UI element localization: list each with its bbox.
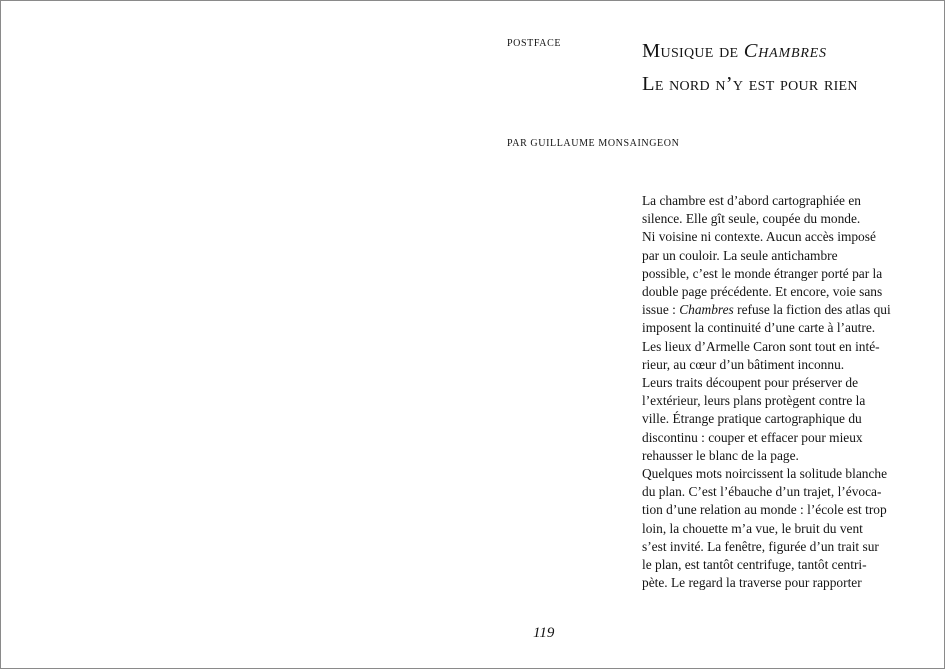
body-line: Les lieux d’Armelle Caron sont tout en inté- [642,338,880,354]
body-line: du plan. C’est l’ébauche d’un trajet, l’évoca- [642,484,882,500]
body-line: imposent la continuité d’une carte à l’autre. [642,320,876,336]
body-line: le plan, est tantôt centrifuge, tantôt centri- [642,557,867,573]
body-line: s’est invité. La fenêtre, figurée d’un trait sur [642,538,879,554]
body-line: par un couloir. La seule antichambre [642,247,838,263]
author-byline: PAR GUILLAUME MONSAINGEON [507,138,680,149]
body-line: Quelques mots noircissent la solitude blanche [642,466,888,482]
body-line: loin, la chouette m’a vue, le bruit du vent [642,520,863,536]
chapter-title [642,35,858,101]
body-line: silence. Elle gît seule, coupée du monde. [642,211,861,227]
body-line: rieur, au cœur d’un bâtiment inconnu. [642,356,845,372]
body-line: rehausser le blanc de la page. [642,447,799,463]
title-line-2: Le nord n’y est pour rien [642,73,858,95]
title-line-1-italic: Chambres [743,40,827,62]
body-line: La chambre est d’abord cartographiée en [642,193,861,208]
body-line: discontinu : couper et effacer pour mieux [642,429,863,445]
body-line: ville. Étrange pratique cartographique du [642,411,862,427]
body-text [642,192,942,592]
body-line: double page précédente. Et encore, voie sans [642,284,883,300]
section-label: POSTFACE [507,38,562,49]
title-line-1-prefix: Musique de [642,40,744,62]
body-line: possible, c’est le monde étranger porté par la [642,265,883,281]
body-line: Ni voisine ni contexte. Aucun accès imposé [642,229,876,245]
body-line: l’extérieur, leurs plans protègent contre la [642,393,866,409]
body-line: tion d’une relation au monde : l’école est trop [642,502,887,518]
body-line: pète. Le regard la traverse pour rapporter [642,575,862,591]
page-number: 119 [533,625,555,641]
body-line: Leurs traits découpent pour préserver de [642,375,859,391]
body-line: issue : Chambres refuse la fiction des atlas qui [642,302,891,318]
title-line-1 [642,35,858,68]
italic-book-title: Chambres [679,302,734,318]
